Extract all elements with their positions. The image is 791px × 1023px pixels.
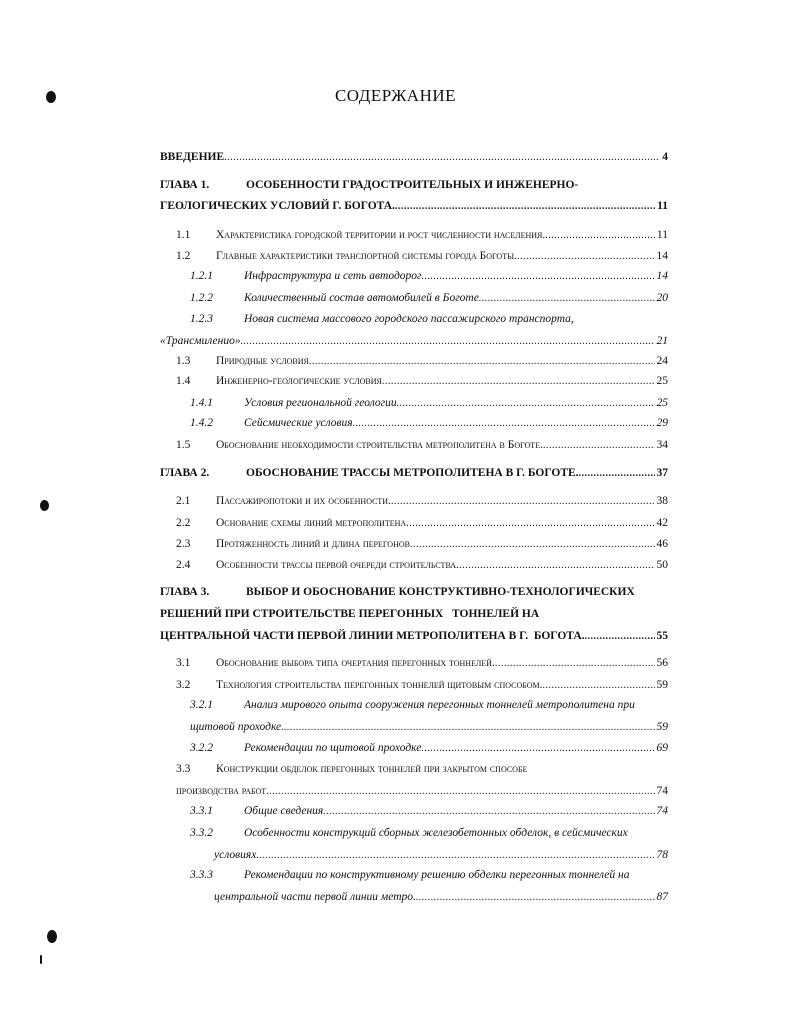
subsection-number: 1.2.1 [190, 270, 213, 282]
section-title: Главные характеристики транспортной системы города Боготы. [216, 250, 517, 262]
toc-section-2-4 [160, 558, 668, 572]
dot-leader [421, 741, 654, 755]
page-number: 25 [656, 375, 668, 387]
entry-label: ВВЕДЕНИЕ [160, 151, 225, 163]
toc-subsection-1-4-2 [160, 416, 668, 430]
section-title-line-1: Конструкции обделок перегонных тоннелей при закрытом способе [216, 763, 528, 775]
dot-leader [224, 150, 660, 164]
page-number: 14 [656, 270, 668, 282]
scan-blot [47, 930, 57, 943]
section-number: 1.4 [176, 375, 191, 387]
toc-section-1-1 [160, 228, 668, 242]
scan-blot [40, 955, 42, 964]
page-number: 74 [656, 805, 668, 817]
page-number: 59 [656, 679, 668, 691]
section-title: Обоснование выбора типа очертания перегонных тоннелей. [216, 657, 495, 669]
page-number: 37 [656, 467, 668, 479]
section-number: 2.4 [176, 559, 191, 571]
subsection-number: 1.4.1 [190, 397, 213, 409]
dot-leader [269, 784, 654, 798]
toc-section-3-3 [160, 762, 668, 798]
toc-chapter-2 [160, 466, 668, 480]
section-number: 2.2 [176, 517, 191, 529]
section-number: 1.3 [176, 355, 191, 367]
page-number: 59 [656, 721, 668, 733]
section-title-line-2: производства работ. [176, 785, 270, 797]
page-number: 34 [656, 439, 668, 451]
dot-leader [517, 249, 655, 263]
toc-subsection-3-2-2 [160, 741, 668, 755]
dot-leader [495, 656, 655, 670]
page-number: 46 [656, 538, 668, 550]
dot-leader [410, 537, 655, 551]
chapter-number: ГЛАВА 3. [160, 586, 210, 598]
subsection-title-line-1: Особенности конструкций сборных железобетонных обделок, в сейсмических [244, 827, 628, 839]
dot-leader [406, 516, 654, 530]
subsection-number: 3.3.3 [190, 869, 213, 881]
subsection-title-line-2: «Трансмиленио» [160, 335, 241, 347]
dot-leader [543, 438, 655, 452]
dot-leader [543, 678, 655, 692]
section-title: Особенности трассы первой очереди строительства [216, 559, 457, 571]
toc-subsection-3-3-3 [160, 868, 668, 904]
dot-leader [545, 228, 655, 242]
chapter-title: ОБОСНОВАНИЕ ТРАССЫ МЕТРОПОЛИТЕНА В Г. БОГОТЕ. [246, 467, 579, 479]
toc-entry-intro [160, 150, 668, 164]
toc-section-1-5 [160, 438, 668, 452]
dot-leader [585, 629, 655, 643]
subsection-title: Общие сведения [244, 805, 324, 817]
chapter-title-line-2: ГЕОЛОГИЧЕСКИХ УСЛОВИЙ Г. БОГОТА. [160, 200, 395, 212]
toc-section-1-4 [160, 374, 668, 388]
section-title: Обоснование необходимости строительства метрополитена в Боготе. [216, 439, 543, 451]
section-title: Технология строительства перегонных тоннелей щитовым способом. [216, 679, 543, 691]
toc-chapter-1 [160, 178, 668, 213]
subsection-title: Количественный состав автомобилей в Боготе [244, 292, 479, 304]
toc-chapter-3 [160, 585, 668, 643]
subsection-number: 1.4.2 [190, 417, 213, 429]
toc-section-1-2 [160, 249, 668, 263]
section-title: Природные условия [216, 355, 309, 367]
subsection-title: Инфраструктура и сеть автодорог [244, 270, 422, 282]
chapter-title-line-2: РЕШЕНИЙ ПРИ СТРОИТЕЛЬСТВЕ ПЕРЕГОННЫХ ТОННЕЛЕЙ НА [160, 608, 540, 620]
section-number: 3.2 [176, 679, 191, 691]
chapter-number: ГЛАВА 2. [160, 467, 210, 479]
dot-leader [416, 890, 655, 904]
section-number: 1.5 [176, 439, 191, 451]
page-number: 42 [656, 517, 668, 529]
dot-leader [382, 374, 655, 388]
dot-leader [579, 466, 655, 480]
subsection-title-line-1: Новая система массового городского пассажирского транспорта, [244, 313, 574, 325]
section-number: 2.3 [176, 538, 191, 550]
dot-leader [309, 354, 655, 368]
toc-section-1-3 [160, 354, 668, 368]
dot-leader [241, 334, 655, 348]
toc-subsection-3-3-1 [160, 804, 668, 818]
toc-section-3-1 [160, 656, 668, 670]
page-number: 24 [656, 355, 668, 367]
toc-subsection-1-2-3 [160, 312, 668, 348]
subsection-number: 3.2.1 [190, 699, 213, 711]
chapter-title-line-1: ВЫБОР И ОБОСНОВАНИЕ КОНСТРУКТИВНО-ТЕХНОЛОГИЧЕСКИХ [246, 586, 635, 598]
page-number: 78 [656, 849, 668, 861]
subsection-number: 3.3.1 [190, 805, 213, 817]
dot-leader [353, 416, 655, 430]
page-number: 11 [657, 200, 668, 212]
section-title: Основание схемы линий метрополитена [216, 517, 407, 529]
section-number: 3.1 [176, 657, 191, 669]
subsection-title-line-1: Рекомендации по конструктивному решению обделки перегонных тоннелей на [244, 869, 630, 881]
toc-section-2-2 [160, 516, 668, 530]
subsection-number: 1.2.3 [190, 313, 213, 325]
section-number: 1.1 [176, 229, 191, 241]
subsection-number: 3.2.2 [190, 742, 213, 754]
scan-blot [40, 500, 49, 511]
section-number: 3.3 [176, 763, 191, 775]
toc-subsection-3-3-2 [160, 826, 668, 862]
page-number: 25 [656, 397, 668, 409]
page-number: 56 [656, 657, 668, 669]
chapter-title-line-1: ОСОБЕННОСТИ ГРАДОСТРОИТЕЛЬНЫХ И ИНЖЕНЕРНО- [246, 179, 579, 191]
dot-leader [391, 494, 655, 508]
page-number: 38 [656, 495, 668, 507]
chapter-title-line-3: ЦЕНТРАЛЬНОЙ ЧАСТИ ПЕРВОЙ ЛИНИИ МЕТРОПОЛИТЕНА В Г. БОГОТА. [160, 630, 585, 642]
dot-leader [397, 396, 655, 410]
subsection-title: Сейсмические условия [244, 417, 353, 429]
chapter-number: ГЛАВА 1. [160, 179, 210, 191]
page-number: 21 [656, 335, 668, 347]
subsection-title: Условия региональной геологии [244, 397, 397, 409]
section-title: Пассажиропотоки и их особенности. [216, 495, 391, 507]
page-number: 20 [656, 292, 668, 304]
page-title: СОДЕРЖАНИЕ [334, 86, 457, 105]
subsection-number: 1.2.2 [190, 292, 213, 304]
toc-section-2-1 [160, 494, 668, 508]
dot-leader [479, 291, 655, 305]
toc-subsection-1-4-1 [160, 396, 668, 410]
dot-leader [422, 269, 655, 283]
page-number: 69 [656, 742, 668, 754]
page-number: 29 [656, 417, 668, 429]
toc-subsection-3-2-1 [160, 698, 668, 734]
section-title: Протяженность линий и длина перегонов [216, 538, 410, 550]
dot-leader [456, 558, 654, 572]
page-number: 50 [656, 559, 668, 571]
subsection-title-line-2: щитовой проходке. [190, 721, 285, 733]
section-number: 1.2 [176, 250, 191, 262]
subsection-title-line-2: центральной части первой линии метро. [214, 891, 416, 903]
section-title: Характеристика городской территории и рост численности населения. [216, 229, 546, 241]
page-number: 87 [656, 891, 668, 903]
toc-subsection-1-2-2 [160, 291, 668, 305]
toc-section-3-2 [160, 678, 668, 692]
page-number: 74 [656, 785, 668, 797]
page-number: 4 [662, 151, 668, 163]
dot-leader [284, 720, 654, 734]
page-number: 11 [656, 229, 668, 241]
subsection-title-line-2: условиях. [214, 849, 260, 861]
toc-section-2-3 [160, 537, 668, 551]
dot-leader [395, 199, 655, 213]
dot-leader [323, 804, 654, 818]
dot-leader [259, 848, 654, 862]
subsection-title-line-1: Анализ мирового опыта сооружения перегонных тоннелей метрополитена при [244, 699, 635, 711]
section-title: Инженерно-геологические условия [216, 375, 382, 387]
subsection-title: Рекомендации по щитовой проходке [244, 742, 422, 754]
page-number: 55 [656, 630, 668, 642]
subsection-number: 3.3.2 [190, 827, 213, 839]
page-number: 14 [656, 250, 668, 262]
section-number: 2.1 [176, 495, 191, 507]
toc-subsection-1-2-1 [160, 269, 668, 283]
